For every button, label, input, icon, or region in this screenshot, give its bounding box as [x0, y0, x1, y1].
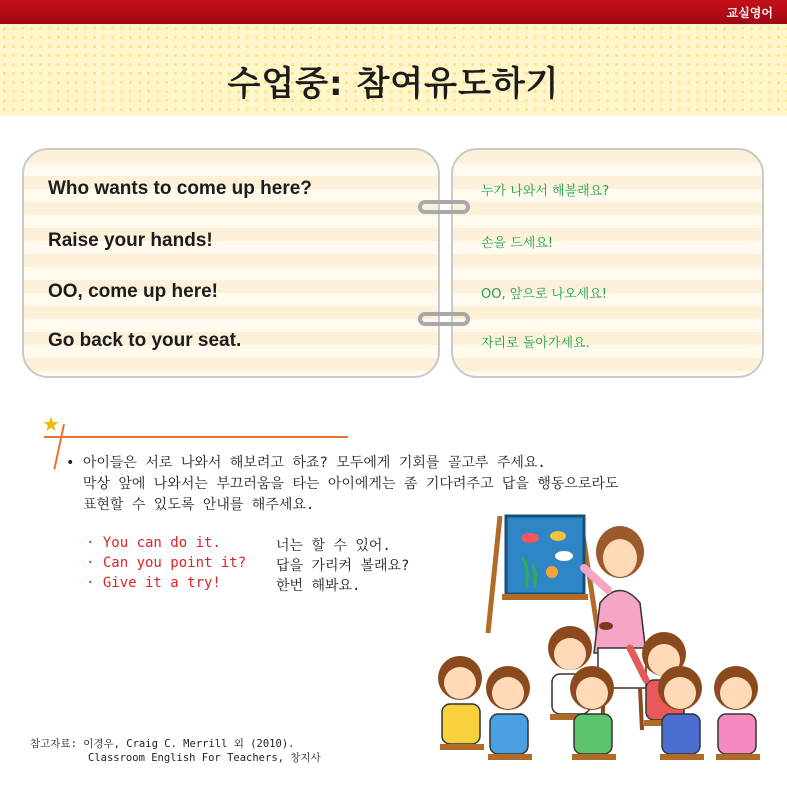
easel-icon	[488, 516, 598, 633]
example-english: · Give it a try!	[86, 575, 221, 591]
student-figure	[714, 666, 760, 760]
example-korean: 너는 할 수 있어.	[276, 538, 391, 554]
example-english: · You can do it.	[86, 535, 221, 551]
page-title: 수업중: 참여유도하기	[227, 64, 560, 104]
english-phrase: Go back to your seat.	[48, 330, 242, 351]
binder-ring-icon	[418, 312, 470, 326]
student-figure	[438, 656, 484, 750]
reference-line: 참고자료: 이경우, Craig C. Merrill 외 (2010).	[30, 738, 295, 750]
category-tag: 교실영어	[726, 6, 773, 20]
english-phrases-panel	[22, 148, 440, 378]
korean-phrase: OO, 앞으로 나오세요!	[481, 287, 607, 302]
binder-ring-icon	[418, 200, 470, 214]
english-phrase: Raise your hands!	[48, 230, 213, 251]
tip-text-line: 막상 앞에 나와서는 부끄러움을 타는 아이에게는 좀 기다려주고 답을 행동으로라도	[66, 476, 619, 492]
korean-phrases-panel	[451, 148, 764, 378]
english-phrase: OO, come up here!	[48, 281, 218, 302]
tip-text-line: 표현할 수 있도록 안내를 해주세요.	[66, 497, 315, 513]
tip-divider	[44, 436, 348, 438]
example-english: · Can you point it?	[86, 555, 247, 571]
example-korean: 한번 해봐요.	[276, 578, 361, 594]
korean-phrase: 손을 드세요!	[481, 236, 554, 251]
top-bar	[0, 0, 787, 24]
english-phrase: Who wants to come up here?	[48, 178, 312, 199]
reference-line: Classroom English For Teachers, 창지사	[88, 752, 321, 764]
korean-phrase: 자리로 돌아가세요.	[481, 336, 590, 351]
student-figure	[486, 666, 532, 760]
korean-phrase: 누가 나와서 해볼래요?	[481, 184, 610, 199]
example-korean: 답을 가리켜 볼래요?	[276, 558, 410, 574]
star-icon: ★	[42, 412, 60, 436]
tip-text-line: • 아이들은 서로 나와서 해보려고 하죠? 모두에게 기회를 골고루 주세요.	[66, 455, 546, 471]
classroom-illustration	[430, 508, 780, 783]
